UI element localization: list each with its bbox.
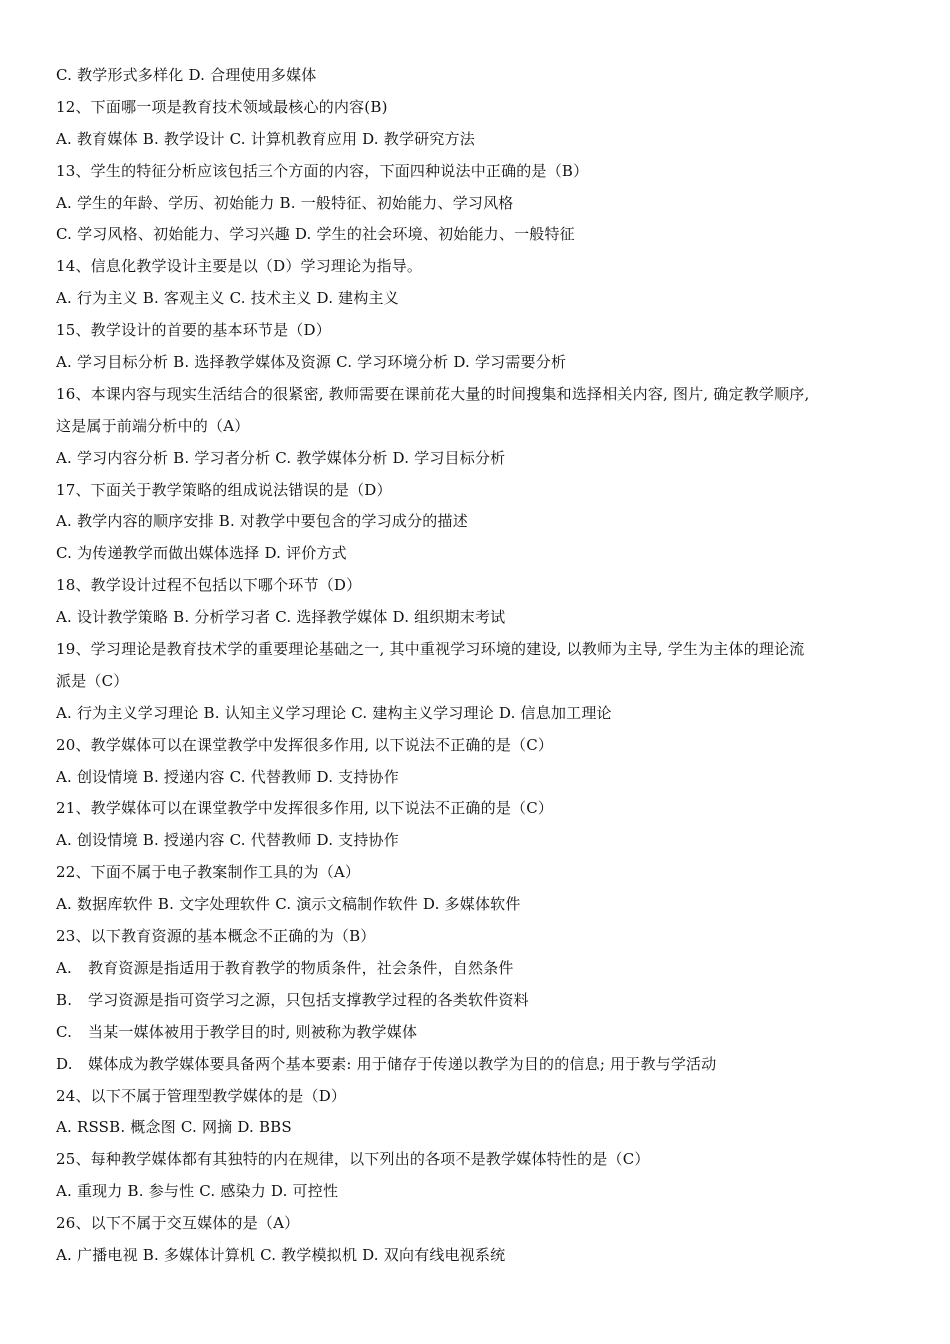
- options-22: A. 数据库软件 B. 文字处理软件 C. 演示文稿制作软件 D. 多媒体软件: [56, 895, 521, 914]
- option-text: 当某一媒体被用于教学目的时, 则被称为教学媒体: [88, 1022, 418, 1041]
- option-letter: C.: [56, 1022, 73, 1041]
- question-18: 18、教学设计过程不包括以下哪个环节（D）: [56, 576, 362, 595]
- question-14: 14、信息化教学设计主要是以（D）学习理论为指导。: [56, 257, 423, 276]
- question-26: 26、以下不属于交互媒体的是（A）: [56, 1214, 300, 1233]
- question-21: 21、教学媒体可以在课堂教学中发挥很多作用, 以下说法不正确的是（C）: [56, 799, 554, 818]
- option-23-a: [56, 953, 896, 985]
- option-23-d: [56, 1049, 896, 1081]
- option-letter: A.: [56, 958, 73, 977]
- question-22: 22、下面不属于电子教案制作工具的为（A）: [56, 863, 361, 882]
- options-17-ab: A. 教学内容的顺序安排 B. 对教学中要包含的学习成分的描述: [56, 512, 468, 531]
- options-25: A. 重现力 B. 参与性 C. 感染力 D. 可控性: [56, 1182, 339, 1201]
- options-20: A. 创设情境 B. 授递内容 C. 代替教师 D. 支持协作: [56, 767, 399, 786]
- text-line: C. 教学形式多样化 D. 合理使用多媒体: [56, 66, 317, 84]
- option-letter: D.: [56, 1054, 73, 1073]
- question-24: 24、以下不属于管理型教学媒体的是（D）: [56, 1086, 347, 1105]
- question-20: 20、教学媒体可以在课堂教学中发挥很多作用, 以下说法不正确的是（C）: [56, 735, 554, 754]
- options-17-cd: C. 为传递教学而做出媒体选择 D. 评价方式: [56, 544, 347, 563]
- options-19: A. 行为主义学习理论 B. 认知主义学习理论 C. 建构主义学习理论 D. 信息加工理论: [56, 703, 612, 722]
- option-letter: B.: [56, 990, 73, 1009]
- question-15: 15、教学设计的首要的基本环节是（D）: [56, 321, 331, 340]
- options-21: A. 创设情境 B. 授递内容 C. 代替教师 D. 支持协作: [56, 831, 399, 850]
- option-text: 媒体成为教学媒体要具备两个基本要素: 用于储存于传递以教学为目的的信息; 用于教与学活动: [88, 1054, 717, 1073]
- question-19-part2: 派是（C）: [56, 671, 129, 690]
- option-23-c: [56, 1017, 896, 1049]
- question-12: 12、下面哪一项是教育技术领域最核心的内容(B): [56, 97, 388, 116]
- question-13: 13、学生的特征分析应该包括三个方面的内容，下面四种说法中正确的是（B）: [56, 161, 589, 180]
- options-24: A. RSSB. 概念图 C. 网摘 D. BBS: [56, 1118, 292, 1137]
- options-16: A. 学习内容分析 B. 学习者分析 C. 教学媒体分析 D. 学习目标分析: [56, 448, 506, 467]
- document-page: [56, 60, 896, 1272]
- question-16-part1: 16、本课内容与现实生活结合的很紧密, 教师需要在课前花大量的时间搜集和选择相关内容, 图片, 确定教学顺序,: [56, 384, 810, 403]
- options-13-cd: C. 学习风格、初始能力、学习兴趣 D. 学生的社会环境、初始能力、一般特征: [56, 225, 575, 244]
- question-17: 17、下面关于教学策略的组成说法错误的是（D）: [56, 480, 392, 499]
- options-14: A. 行为主义 B. 客观主义 C. 技术主义 D. 建构主义: [56, 289, 399, 308]
- options-26: A. 广播电视 B. 多媒体计算机 C. 教学模拟机 D. 双向有线电视系统: [56, 1245, 506, 1264]
- question-23: 23、以下教育资源的基本概念不正确的为（B）: [56, 927, 376, 946]
- options-18: A. 设计教学策略 B. 分析学习者 C. 选择教学媒体 D. 组织期末考试: [56, 608, 506, 627]
- options-13-ab: A. 学生的年龄、学历、初始能力 B. 一般特征、初始能力、学习风格: [56, 193, 514, 212]
- option-23-b: [56, 985, 896, 1017]
- question-16-part2: 这是属于前端分析中的（A）: [56, 416, 250, 435]
- options-12: A. 教育媒体 B. 教学设计 C. 计算机教育应用 D. 教学研究方法: [56, 129, 475, 148]
- option-text: 学习资源是指可资学习之源，只包括支撑教学过程的各类软件资料: [88, 990, 529, 1009]
- question-19-part1: 19、学习理论是教育技术学的重要理论基础之一, 其中重视学习环境的建设, 以教师为主导, 学生为主体的理论流: [56, 640, 805, 659]
- question-25: 25、每种教学媒体都有其独特的内在规律，以下列出的各项不是教学媒体特性的是（C）: [56, 1150, 650, 1169]
- option-text: 教育资源是指适用于教育教学的物质条件，社会条件，自然条件: [88, 958, 514, 977]
- options-15: A. 学习目标分析 B. 选择教学媒体及资源 C. 学习环境分析 D. 学习需要分析: [56, 353, 567, 372]
